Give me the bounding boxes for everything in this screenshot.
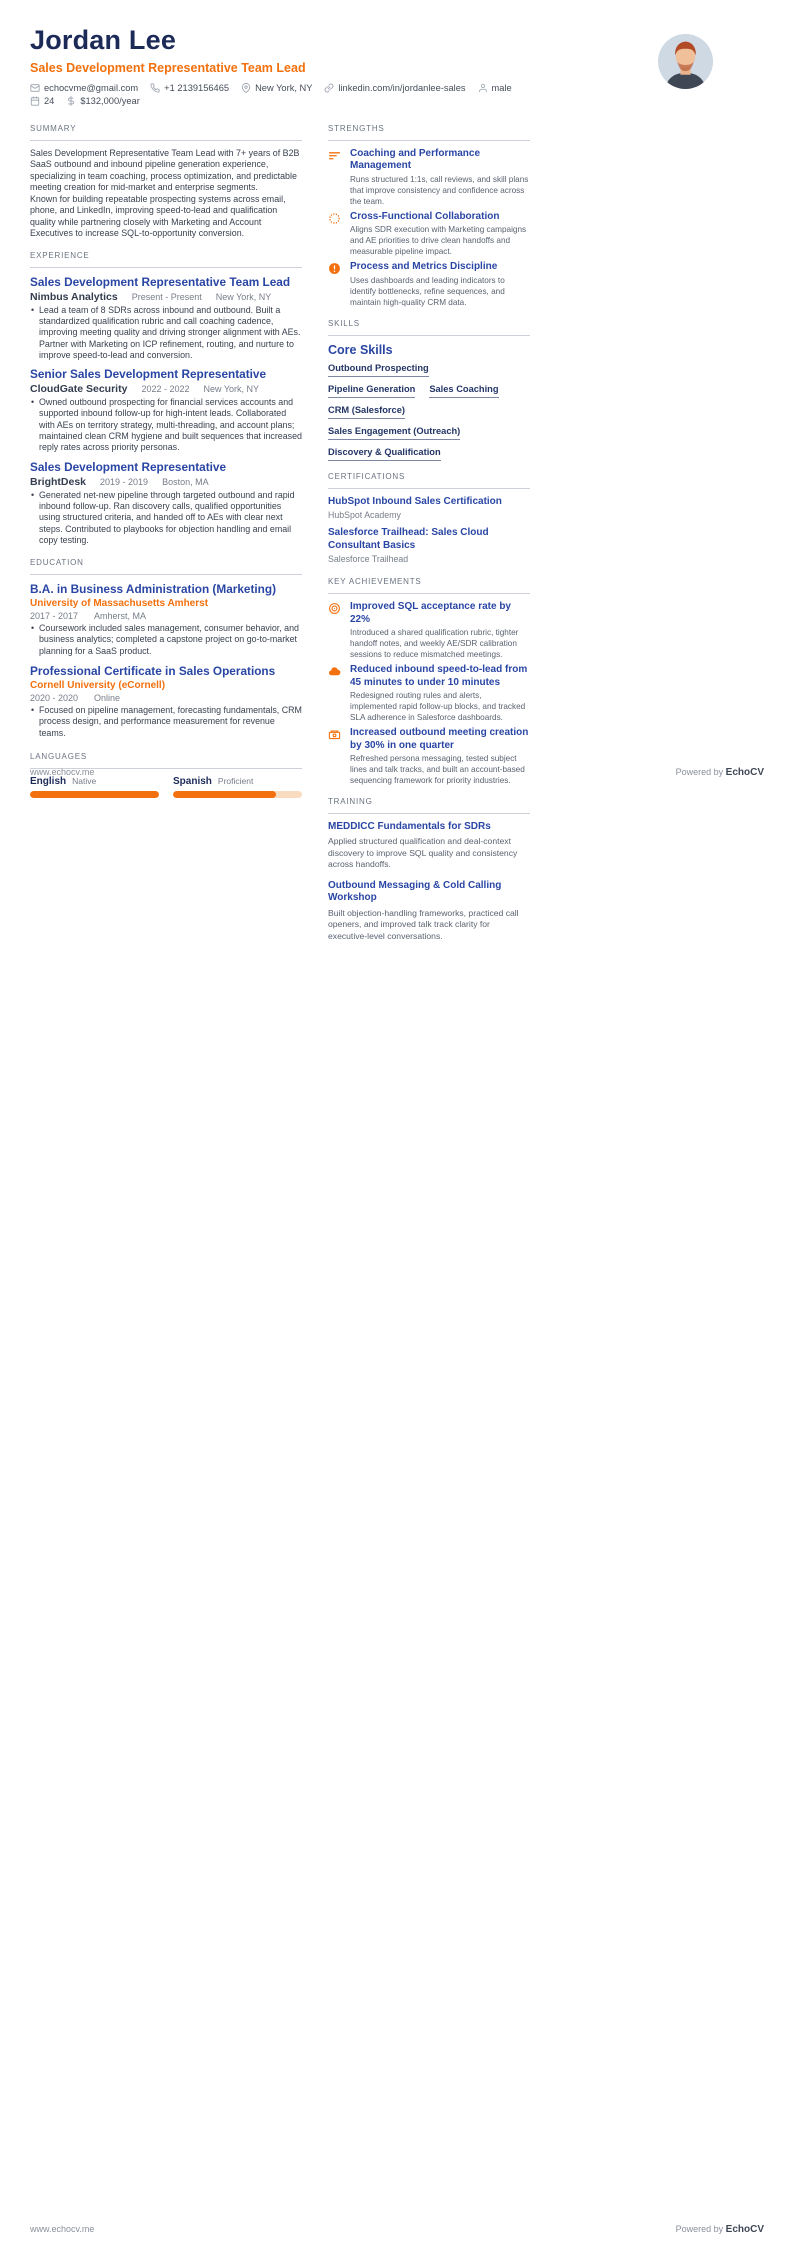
achievement-title: Increased outbound meeting creation by 30% in one quarter xyxy=(350,727,529,751)
achievements-label: KEY ACHIEVEMENTS xyxy=(328,577,422,587)
right-column xyxy=(328,118,530,839)
experience-entry xyxy=(30,275,302,361)
skills-section-header xyxy=(328,313,530,336)
strengths-label: STRENGTHS xyxy=(328,123,385,133)
education-location: Amherst, MA xyxy=(94,611,147,622)
job-bullets xyxy=(30,397,302,453)
languages-label: LANGUAGES xyxy=(30,751,87,761)
avatar-illustration xyxy=(658,34,713,89)
achievements-section-header xyxy=(328,571,530,594)
language-bar-fill xyxy=(173,791,276,798)
strength-description: Runs structured 1:1s, call reviews, and skill plans that improve consistency and confidence across the team. xyxy=(350,174,529,206)
target-icon xyxy=(328,601,342,660)
bullet-item: • Lead a team of 8 SDRs across inbound and outbound. Built a standardized qualification rubric and call coaching cadence, improving meeting quality and driving stronger alignment with AEs. Partner with Marketing on ICP refinement, routing, and nurture to improve speed-to-lead and conversion. xyxy=(30,305,302,361)
brand-name: EchoCV xyxy=(725,767,764,778)
achievement-description: Redesigned routing rules and alerts, implemented rapid follow-up blocks, and tracked SLA adherence in Salesforce dashboards. xyxy=(350,691,526,723)
language-bar-fill xyxy=(30,791,159,798)
strength-item xyxy=(328,148,530,207)
education-entry xyxy=(30,582,302,657)
powered-by-text: Powered by xyxy=(675,2224,724,2234)
strength-content xyxy=(350,261,530,308)
brand-name: EchoCV xyxy=(725,2224,764,2235)
education-meta xyxy=(30,693,302,703)
resume-header xyxy=(0,0,794,106)
certification-entry xyxy=(328,496,530,521)
strength-description: Uses dashboards and leading indicators to identify bottlenecks, refine sequences, and maintain high-quality CRM data. xyxy=(350,275,505,307)
experience-section xyxy=(30,245,302,546)
footer-powered-by[interactable] xyxy=(676,2224,764,2235)
company-name: BrightDesk xyxy=(30,475,87,488)
education-section xyxy=(30,552,302,739)
skill-tag: Outbound Prospecting xyxy=(328,363,429,377)
job-dates: 2022 - 2022 xyxy=(141,384,190,395)
job-location: Boston, MA xyxy=(162,476,209,487)
job-bullets xyxy=(30,305,302,361)
location-text: New York, NY xyxy=(255,82,313,93)
job-dates: 2019 - 2019 xyxy=(100,476,149,487)
contact-age xyxy=(30,96,54,106)
powered-by-text: Powered by xyxy=(675,767,724,777)
strength-item xyxy=(328,211,530,258)
language-item xyxy=(173,776,302,798)
skill-tag: Discovery & Qualification xyxy=(328,447,441,461)
candidate-title: Sales Development Representative Team Lead xyxy=(30,60,306,75)
page-footer xyxy=(30,767,764,778)
skills-section xyxy=(328,313,530,461)
language-item xyxy=(30,776,159,798)
dashed-circle-icon xyxy=(328,211,342,258)
education-dates: 2017 - 2017 xyxy=(30,611,79,622)
strength-title: Cross-Functional Collaboration xyxy=(350,210,500,222)
job-meta xyxy=(30,476,302,488)
bullet-item: • Generated net-new pipeline through targeted outbound and rapid inbound follow-up. Ran discovery calls, qualified opportunities using structured criteria, and handed off to AEs with clear next steps. Contributed to playbooks for objection handling and email copy testing. xyxy=(30,490,302,546)
achievement-title: Reduced inbound speed-to-lead from 45 minutes to under 10 minutes xyxy=(350,664,528,688)
certification-issuer: Salesforce Trailhead xyxy=(328,554,409,565)
education-entry xyxy=(30,664,302,739)
degree-title: B.A. in Business Administration (Marketing) xyxy=(30,582,277,597)
left-column xyxy=(30,118,302,803)
profile-photo xyxy=(658,34,713,89)
job-bullets xyxy=(30,490,302,546)
experience-entry xyxy=(30,367,302,453)
age-text: 24 xyxy=(44,95,55,106)
bullet-item: • Focused on pipeline management, forecasting fundamentals, CRM process design, and performance measurement for revenue teams. xyxy=(30,705,302,739)
contact-row-1 xyxy=(30,83,764,93)
language-name: Spanish xyxy=(173,775,212,787)
company-name: CloudGate Security xyxy=(30,383,128,396)
skills-group-title: Core Skills xyxy=(328,342,393,357)
skill-tag: Sales Coaching xyxy=(429,384,498,398)
certifications-label: CERTIFICATIONS xyxy=(328,471,406,481)
language-bar-track xyxy=(30,791,159,798)
achievement-title: Improved SQL acceptance rate by 22% xyxy=(350,601,511,625)
experience-section-header xyxy=(30,245,302,268)
language-level: Proficient xyxy=(217,775,254,786)
job-dates: Present - Present xyxy=(131,291,202,302)
experience-label: EXPERIENCE xyxy=(30,250,90,260)
education-section-header xyxy=(30,552,302,575)
languages-list xyxy=(30,776,302,798)
training-description: Applied structured qualification and deal-context discovery to improve SQL quality and consistency across handoffs. xyxy=(328,836,518,869)
achievement-item xyxy=(328,601,530,660)
education-bullets xyxy=(30,623,302,657)
school-name: University of Massachusetts Amherst xyxy=(30,598,209,610)
skills-tag-list xyxy=(328,363,530,461)
training-label: TRAINING xyxy=(328,797,373,807)
alert-circle-icon xyxy=(328,261,342,308)
achievement-item xyxy=(328,664,530,723)
gender-text: male xyxy=(491,82,512,93)
phone-icon xyxy=(150,83,160,93)
strength-title: Process and Metrics Discipline xyxy=(350,261,498,273)
language-name: English xyxy=(30,775,67,787)
strength-item xyxy=(328,261,530,308)
education-location: Online xyxy=(94,693,121,704)
achievement-description: Refreshed persona messaging, tested subject lines and talk tracks, and built an account-based sequencing framework for priority industries. xyxy=(350,754,525,786)
language-bar-track xyxy=(173,791,302,798)
contact-info xyxy=(30,83,764,106)
degree-title: Professional Certificate in Sales Operations xyxy=(30,664,276,679)
summary-paragraph: Sales Development Representative Team Lead with 7+ years of B2B SaaS outbound and inbound pipeline generation experience, specializing in team coaching, process optimization, and predictable meeting creation for mid-market and enterprise segments. xyxy=(30,147,300,193)
school-name: Cornell University (eCornell) xyxy=(30,680,166,692)
page-footer xyxy=(30,2224,764,2235)
contact-email[interactable] xyxy=(30,83,138,93)
dollar-icon xyxy=(66,96,76,106)
person-icon xyxy=(478,83,488,93)
mail-icon xyxy=(30,83,40,93)
skill-tag: Sales Engagement (Outreach) xyxy=(328,426,460,440)
strength-description: Aligns SDR execution with Marketing campaigns and AE priorities to drive clean handoffs and measurable pipeline impact. xyxy=(350,225,527,257)
skill-tag: Pipeline Generation xyxy=(328,384,415,398)
education-meta xyxy=(30,611,302,621)
strengths-section-header xyxy=(328,118,530,141)
cloud-icon xyxy=(328,664,342,723)
phone-text: +1 2139156465 xyxy=(164,82,230,93)
strength-content xyxy=(350,211,530,258)
strengths-section xyxy=(328,118,530,308)
contact-location xyxy=(241,83,312,93)
contact-linkedin[interactable] xyxy=(324,83,465,93)
training-continuation xyxy=(328,836,530,951)
footer-site-link[interactable]: www.echocv.me xyxy=(30,767,95,777)
footer-site-link[interactable]: www.echocv.me xyxy=(30,2224,95,2234)
candidate-name: Jordan Lee xyxy=(30,25,177,55)
training-section xyxy=(328,791,530,834)
achievement-description: Introduced a shared qualification rubric, tighter handoff notes, and weekly AE/SDR calibration sessions to reduce mismatched meetings. xyxy=(350,628,519,660)
job-meta xyxy=(30,383,302,395)
training-description: Built objection-handling frameworks, practiced call openers, and improved talk track clarity for executive-level conversations. xyxy=(328,907,519,941)
certifications-section-header xyxy=(328,466,530,489)
skill-tag: CRM (Salesforce) xyxy=(328,405,405,419)
strength-title: Coaching and Performance Management xyxy=(350,147,481,172)
linkedin-text: linkedin.com/in/jordanlee-sales xyxy=(338,82,466,93)
bullet-item: • Coursework included sales management, consumer behavior, and business analytics; completed a capstone project on go-to-market planning for a SaaS product. xyxy=(30,623,302,657)
link-icon xyxy=(324,83,334,93)
training-title: Outbound Messaging & Cold Calling Workshop xyxy=(328,879,502,903)
training-title: MEDDICC Fundamentals for SDRs xyxy=(328,821,491,833)
contact-salary xyxy=(66,96,139,106)
company-name: Nimbus Analytics xyxy=(30,290,118,303)
skills-label: SKILLS xyxy=(328,318,360,328)
job-meta xyxy=(30,291,302,303)
job-title: Sales Development Representative xyxy=(30,459,227,474)
summary-label: SUMMARY xyxy=(30,123,77,133)
certification-name: Salesforce Trailhead: Sales Cloud Consultant Basics xyxy=(328,527,489,551)
summary-section-header xyxy=(30,118,302,141)
certifications-section xyxy=(328,466,530,565)
resume-body xyxy=(0,118,794,839)
contact-row-2 xyxy=(30,96,764,106)
achievement-content xyxy=(350,664,530,723)
contact-phone[interactable] xyxy=(150,83,229,93)
languages-section-header xyxy=(30,746,302,769)
email-text: echocvme@gmail.com xyxy=(44,82,139,93)
bullet-item: • Owned outbound prospecting for financial services accounts and supported inbound follow-up for high-intent leads. Collaborated with AEs on territory strategy, multi-threading, and account plans; maintained clean CRM hygiene and built sequences that increased reply rates across priority personas. xyxy=(30,397,302,453)
job-location: New York, NY xyxy=(203,384,260,395)
job-title: Sales Development Representative Team Lead xyxy=(30,274,291,289)
summary-section xyxy=(30,118,302,240)
training-section-header xyxy=(328,791,530,814)
sliders-icon xyxy=(328,148,342,207)
footer-powered-by[interactable] xyxy=(676,767,764,778)
contact-gender xyxy=(478,83,512,93)
experience-entry xyxy=(30,460,302,546)
strength-content xyxy=(350,148,530,207)
language-level: Native xyxy=(72,775,97,786)
achievement-content xyxy=(350,601,530,660)
job-location: New York, NY xyxy=(215,291,272,302)
education-label: EDUCATION xyxy=(30,558,84,568)
map-pin-icon xyxy=(241,83,251,93)
achievements-section xyxy=(328,571,530,786)
education-bullets xyxy=(30,705,302,739)
education-dates: 2020 - 2020 xyxy=(30,693,79,704)
certification-name: HubSpot Inbound Sales Certification xyxy=(328,495,502,507)
job-title: Senior Sales Development Representative xyxy=(30,367,267,382)
summary-paragraph: Known for building repeatable prospecting systems across email, phone, and LinkedIn, improving speed-to-lead and qualification quality while partnering closely with Marketing and Account Executives to increase SQL-to-opportunity conversion. xyxy=(30,193,286,239)
salary-text: $132,000/year xyxy=(80,95,140,106)
certification-issuer: HubSpot Academy xyxy=(328,510,401,521)
calendar-icon xyxy=(30,96,40,106)
certification-entry xyxy=(328,527,530,564)
